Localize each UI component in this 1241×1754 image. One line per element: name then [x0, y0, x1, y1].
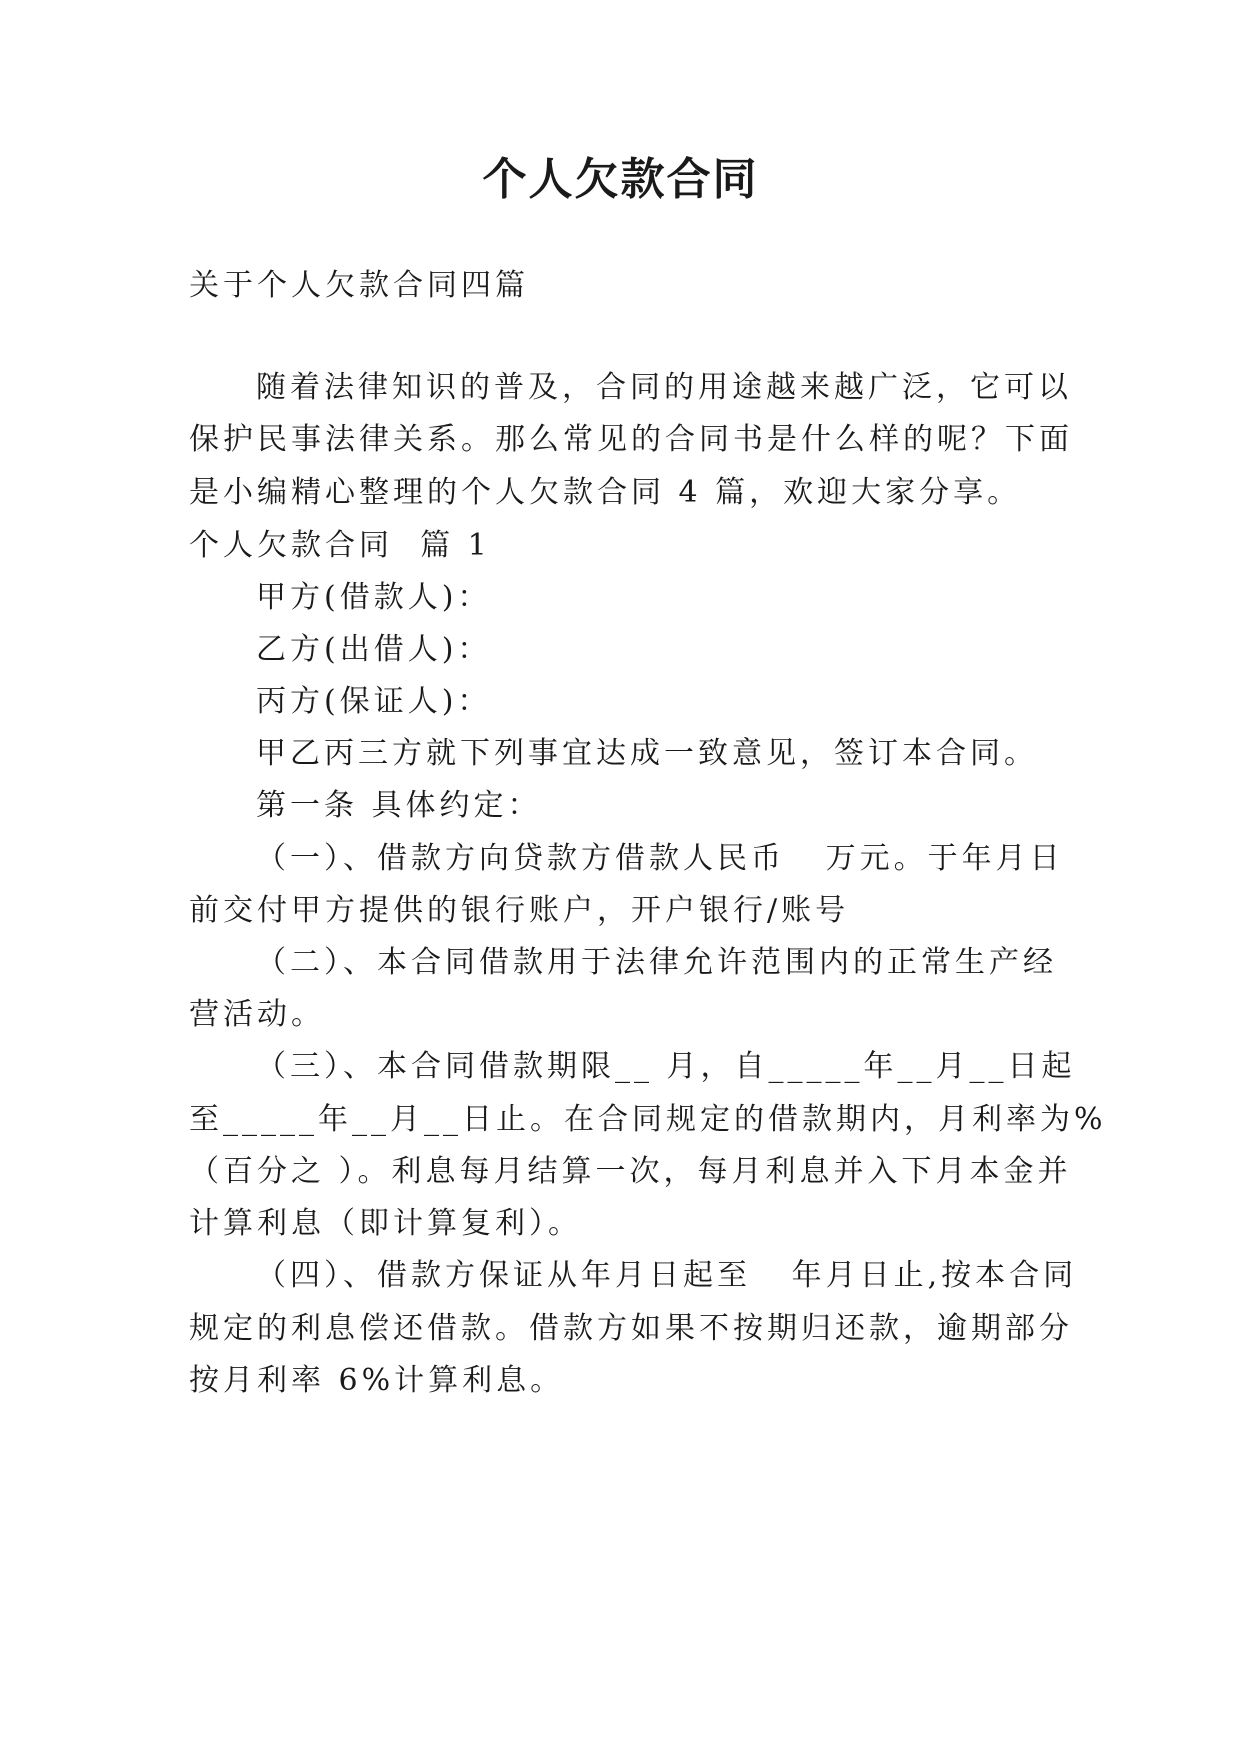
clause-1-line-2: 前交付甲方提供的银行账户，开户银行/账号: [189, 893, 850, 928]
party-c-line: 丙方(保证人)：: [256, 684, 492, 719]
clause-3-line-1: （三）、本合同借款期限__ 月，自_____年__月__日起: [256, 1049, 1076, 1084]
clause-3-line-3: （百分之 ）。利息每月结算一次，每月利息并入下月本金并: [189, 1154, 1072, 1189]
clause-1-line-1: （一）、借款方向贷款方借款人民币 万元。于年月日: [256, 841, 1064, 876]
document-title: 个人欠款合同: [482, 154, 759, 205]
article-one-heading: 第一条 具体约定：: [256, 788, 542, 823]
clause-4-line-2: 规定的利息偿还借款。借款方如果不按期归还款，逾期部分: [189, 1311, 1073, 1346]
clause-3-line-2: 至_____年__月__日止。在合同规定的借款期内，月利率为%: [189, 1102, 1107, 1137]
clause-4-line-1: （四）、借款方保证从年月日起至 年月日止,按本合同: [256, 1258, 1078, 1293]
agreement-line: 甲乙丙三方就下列事宜达成一致意见，签订本合同。: [256, 736, 1038, 771]
section-heading: 个人欠款合同 篇 1: [189, 528, 491, 563]
clause-2-line-2: 营活动。: [189, 997, 325, 1032]
clause-3-line-4: 计算利息（即计算复利）。: [189, 1206, 582, 1241]
party-a-line: 甲方(借款人)：: [256, 580, 492, 615]
intro-line-1: 随着法律知识的普及，合同的用途越来越广泛，它可以: [256, 370, 1072, 405]
party-b-line: 乙方(出借人)：: [256, 632, 492, 667]
intro-line-3: 是小编精心整理的个人欠款合同 4 篇，欢迎大家分享。: [189, 475, 1022, 510]
document-subtitle: 关于个人欠款合同四篇: [189, 268, 529, 303]
clause-2-line-1: （二）、本合同借款用于法律允许范围内的正常生产经: [256, 945, 1057, 980]
clause-4-line-3: 按月利率 6%计算利息。: [189, 1363, 565, 1398]
intro-line-2: 保护民事法律关系。那么常见的合同书是什么样的呢？下面: [189, 422, 1073, 457]
